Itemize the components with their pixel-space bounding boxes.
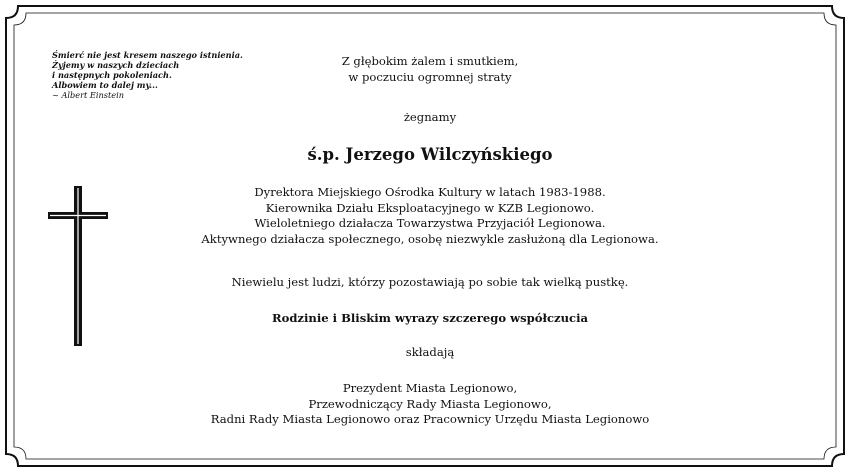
submitted-by-text: składają bbox=[405, 345, 455, 359]
quote-line: Śmierć nie jest kresem naszego istnienia. bbox=[52, 50, 243, 60]
signatory-line: Przewodniczący Rady Miasta Legionowo, bbox=[308, 396, 552, 411]
farewell-text: żegnamy bbox=[403, 110, 457, 124]
sentence-text: Niewielu jest ludzi, którzy pozostawiają po sobie tak wielką pustkę. bbox=[231, 275, 629, 289]
title-line: Wieloletniego działacza Towarzystwa Przyjaciół Legionowa. bbox=[254, 216, 606, 230]
condolences-text: Rodzinie i Bliskim wyrazy szczerego współczucia bbox=[271, 311, 589, 325]
quote-line: Żyjemy w naszych dzieciach bbox=[52, 60, 180, 70]
quote-line: i następnych pokoleniach. bbox=[52, 70, 172, 80]
deceased-name: ś.p. Jerzego Wilczyńskiego bbox=[307, 145, 553, 164]
titles-list bbox=[150, 185, 710, 247]
intro-text bbox=[150, 54, 710, 85]
title-line: Dyrektora Miejskiego Ośrodka Kultury w latach 1983-1988. bbox=[254, 185, 606, 199]
signatory-line: Prezydent Miasta Legionowo, bbox=[342, 381, 518, 395]
quote-author: ~ Albert Einstein bbox=[52, 90, 124, 100]
cross-icon bbox=[48, 186, 108, 346]
title-line: Kierownika Działu Eksploatacyjnego w KZB Legionowo. bbox=[265, 200, 595, 215]
quote-line: Albowiem to dalej my... bbox=[52, 80, 158, 90]
intro-line: Z głębokim żalem i smutkiem, bbox=[341, 54, 519, 68]
intro-line: w poczuciu ogromnej straty bbox=[348, 69, 512, 84]
signatory-line: Radni Rady Miasta Legionowo oraz Pracownicy Urzędu Miasta Legionowo bbox=[210, 412, 650, 426]
title-line: Aktywnego działacza społecznego, osobę niezwykle zasłużoną dla Legionowa. bbox=[201, 231, 659, 246]
signatories bbox=[150, 381, 710, 428]
